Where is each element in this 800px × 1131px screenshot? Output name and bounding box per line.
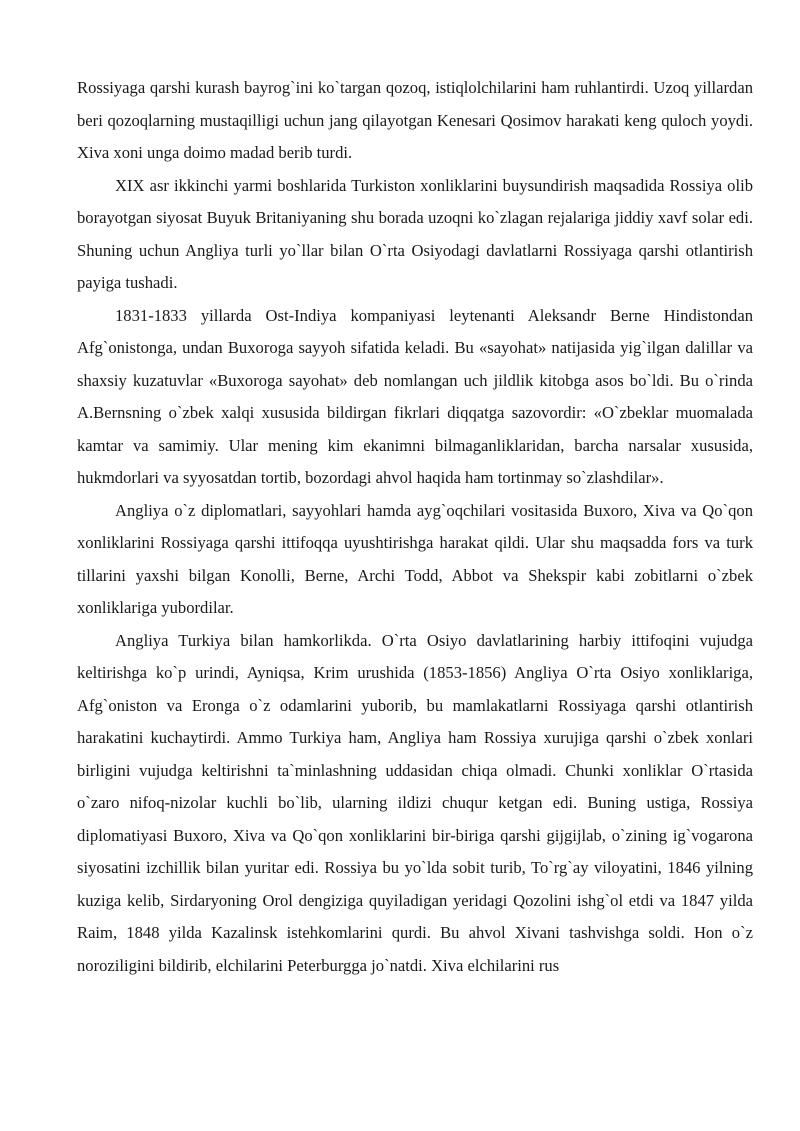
paragraph: Angliya Turkiya bilan hamkorlikda. O`rta Osiyo davlatlarining harbiy ittifoqini vujudga keltirishga ko`p urindi, Ayniqsa, Krim urushida (1853-1856) Angliya O`rta Osiyo xonliklariga, Afg`oniston va Eronga o`z odamlarini yuborib, bu mamlakatlarni Rossiyaga qarshi otlantirish harakatini kuchaytirdi. Ammo Turkiya ham, Angliya ham Rossiya xurujiga qarshi o`zbek xonlari birligini vujudga keltirishni ta`minlashning uddasidan chiqa olmadi. Chunki xonliklar O`rtasida o`zaro nifoq-nizolar kuchli bo`lib, ularning ildizi chuqur ketgan edi. Buning ustiga, Rossiya diplomatiyasi Buxoro, Xiva va Qo`qon xonliklarini bir-biriga qarshi gijgijlab, o`zining ig`vogarona siyosatini izchillik bilan yuritar edi. Rossiya bu yo`lda sobit turib, To`rg`ay viloyatini, 1846 yilning kuziga kelib, Sirdaryoning Orol dengiziga quyiladigan yeridagi Qozolini ishg`ol etdi va 1847 yilda Raim, 1848 yilda Kazalinsk istehkomlarini qurdi. Bu ahvol Xivani tashvishga soldi. Hon o`z noroziligini bildirib, elchilarini Peterburgga jo`natdi. Xiva elchilarini rus (77, 630, 753, 975)
paragraph: Rossiyaga qarshi kurash bayrog`ini ko`targan qozoq, istiqlolchilarini ham ruhlantirdi. Uzoq yillardan beri qozoqlarning mustaqilligi uchun jang qilayotgan Kenesari Qosimov harakati keng quloch yoydi. Xiva xoni unga doimo madad berib turdi. (77, 78, 753, 162)
paragraph: XIX asr ikkinchi yarmi boshlarida Turkiston xonliklarini buysundirish maqsadida Rossiya olib borayotgan siyosat Buyuk Britaniyaning shu borada uzoqni ko`zlagan rejalariga jiddiy xavf solar edi. Shuning uchun Angliya turli yo`llar bilan O`rta Osiyodagi davlatlarni Rossiyaga qarshi otlantirish payiga tushadi. (77, 175, 753, 292)
paragraph: 1831-1833 yillarda Ost-Indiya kompaniyasi leytenanti Aleksandr Berne Hindistondan Afg`onistonga, undan Buxoroga sayyoh sifatida keladi. Bu «sayohat» natijasida yig`ilgan dalillar va shaxsiy kuzatuvlar «Buxoroga sayohat» deb nomlangan uch jildlik kitobga asos bo`ldi. Bu o`rinda A.Bernsning o`zbek xalqi xususida bildirgan fikrlari diqqatga sazovordir: «O`zbeklar muomalada kamtar va samimiy. Ular mening kim ekanimni bilmaganliklaridan, barcha narsalar xususida, hukmdorlari va syyosatdan tortib, bozordagi ahvol haqida ham tortinmay so`zlashdilar». (77, 305, 753, 487)
document-page (77, 72, 753, 982)
paragraph: Angliya o`z diplomatlari, sayyohlari hamda ayg`oqchilari vositasida Buxoro, Xiva va Qo`qon xonliklarini Rossiyaga qarshi ittifoqqa uyushtirishga harakat qildi. Ular shu maqsadda fors va turk tillarini yaxshi bilgan Konolli, Berne, Archi Todd, Abbot va Shekspir kabi zobitlarni o`zbek xonliklariga yubordilar. (77, 500, 753, 617)
